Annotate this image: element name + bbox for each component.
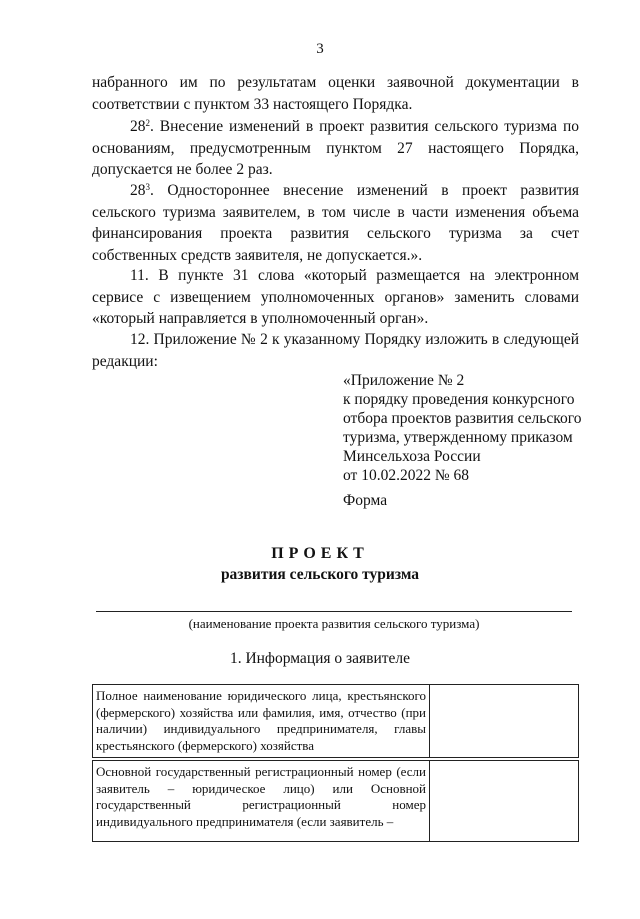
project-title: ПРОЕКТ	[271, 545, 369, 562]
row-value-cell	[430, 761, 579, 842]
page-number: 3	[316, 41, 324, 57]
clause-number: 28	[130, 118, 146, 135]
paragraph-continuation: набранного им по результатам оценки заявочной документации в соответствии с пунктом 33 настоящего Порядка.	[92, 74, 579, 113]
clause-text: . Внесение изменений в проект развития сельского туризма по основаниям, предусмотренным пунктом 27 настоящего Порядка, допускается не более 2 раз.	[92, 118, 579, 178]
table-row	[93, 685, 579, 758]
row-value-cell	[430, 685, 579, 758]
table-row	[93, 761, 579, 842]
paragraph-28-3	[92, 180, 579, 266]
clause-number: 28	[130, 182, 146, 199]
appendix-line: от 10.02.2022 № 68	[343, 467, 469, 484]
project-name-blank-line	[96, 611, 572, 612]
appendix-line: Минсельхоза России	[343, 448, 481, 465]
paragraph-item-12: 12. Приложение № 2 к указанному Порядку изложить в следующей редакции:	[92, 331, 579, 370]
section-heading: 1. Информация о заявителе	[229, 650, 411, 667]
appendix-line: туризма, утвержденному приказом	[343, 429, 573, 446]
paragraph-item-11: 11. В пункте 31 слова «который размещается на электронном сервисе с извещением уполномоченных органов» заменить словами «который направляется в уполномоченный орган».	[92, 267, 579, 327]
clause-text: . Одностороннее внесение изменений в проект развития сельского туризма заявителем, в том числе в части изменения объема финансирования проекта развития сельского туризма за счет собственных средств заявителя, не допускается.».	[92, 182, 579, 264]
paragraph-28-2	[92, 116, 579, 181]
appendix-line: к порядку проведения конкурсного	[343, 391, 575, 408]
clause-superscript: 2	[145, 118, 150, 128]
appendix-line: «Приложение № 2	[343, 372, 465, 389]
appendix-header	[343, 371, 581, 485]
applicant-info-table	[92, 684, 579, 842]
project-name-caption: (наименование проекта развития сельского туризма)	[188, 616, 480, 631]
row-label: Полное наименование юридического лица, крестьянского (фермерского) хозяйства или фамилия, имя, отчество (при наличии) индивидуального предпринимателя, главы крестьянского (фермерского) хозяйства	[93, 685, 430, 758]
form-label: Форма	[343, 492, 388, 509]
row-label: Основной государственный регистрационный номер (если заявитель – юридическое лицо) или Основной государственный регистрационный номер индивидуального предпринимателя (если заявитель –	[93, 761, 430, 842]
appendix-line: отбора проектов развития сельского	[343, 410, 582, 427]
project-subtitle: развития сельского туризма	[220, 566, 420, 583]
clause-superscript: 3	[145, 182, 150, 192]
